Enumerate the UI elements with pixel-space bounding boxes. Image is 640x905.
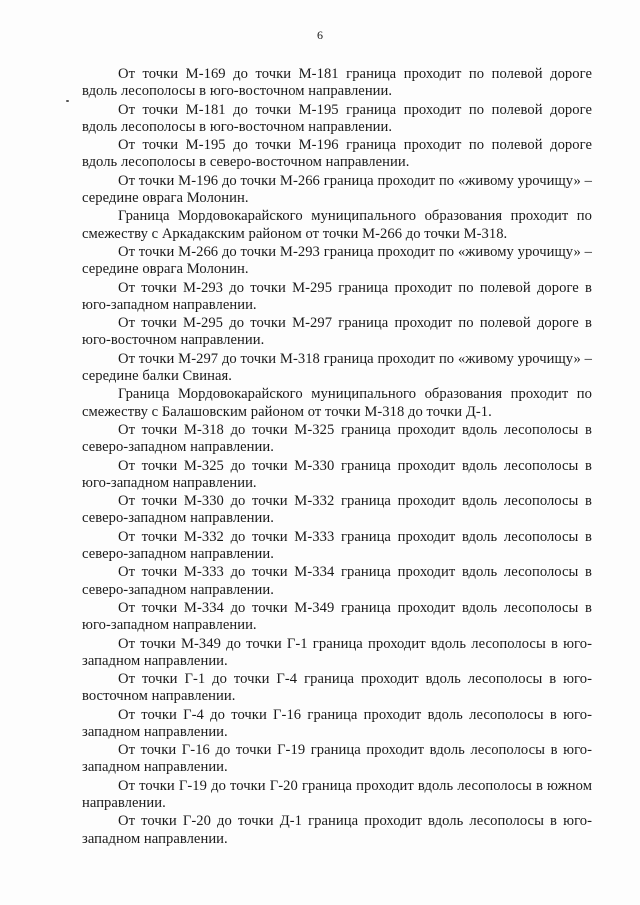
document-body — [82, 66, 592, 849]
scan-speck — [66, 100, 69, 102]
paragraph: Граница Мордовокарайского муниципального образования проходит по смежеству с Аркадакским районом от точки М-266 до точки М-318. — [82, 208, 592, 242]
paragraph: От точки Г-1 до точки Г-4 граница проходит вдоль лесополосы в юго-восточном направлении. — [82, 671, 592, 705]
paragraph: От точки М-295 до точки М-297 граница проходит по полевой дороге в юго-восточном направлении. — [82, 315, 592, 349]
paragraph: От точки М-297 до точки М-318 граница проходит по «живому урочищу» – середине балки Свиная. — [82, 350, 592, 384]
paragraph: От точки М-330 до точки М-332 граница проходит вдоль лесополосы в северо-западном направлении. — [82, 493, 592, 527]
page-number: 6 — [317, 28, 323, 42]
paragraph: От точки М-195 до точки М-196 граница проходит по полевой дороге вдоль лесополосы в северо-восточном направлении. — [82, 137, 592, 171]
paragraph: От точки М-196 до точки М-266 граница проходит по «живому урочищу» – середине оврага Молонин. — [82, 172, 592, 206]
paragraph: От точки М-333 до точки М-334 граница проходит вдоль лесополосы в северо-западном направлении. — [82, 564, 592, 598]
paragraph: От точки М-266 до точки М-293 граница проходит по «живому урочищу» – середине оврага Молонин. — [82, 243, 592, 278]
paragraph: От точки М-334 до точки М-349 граница проходит вдоль лесополосы в юго-западном направлении. — [82, 599, 592, 634]
paragraph: От точки Г-20 до точки Д-1 граница проходит вдоль лесополосы в юго-западном направлении. — [82, 813, 592, 847]
paragraph: От точки М-318 до точки М-325 граница проходит вдоль лесополосы в северо-западном направлении. — [82, 421, 592, 456]
paragraph: От точки М-181 до точки М-195 граница проходит по полевой дороге вдоль лесополосы в юго-восточном направлении. — [82, 101, 592, 135]
paragraph: От точки М-325 до точки М-330 граница проходит вдоль лесополосы в юго-западном направлении. — [82, 457, 592, 491]
paragraph: Граница Мордовокарайского муниципального образования проходит по смежеству с Балашовским районом от точки М-318 до точки Д-1. — [82, 386, 592, 420]
paragraph: От точки М-349 до точки Г-1 граница проходит вдоль лесополосы в юго-западном направлении. — [82, 635, 592, 669]
paragraph: От точки Г-19 до точки Г-20 граница проходит вдоль лесополосы в южном направлении. — [82, 777, 592, 812]
paragraph: От точки Г-16 до точки Г-19 граница проходит вдоль лесополосы в юго-западном направлении. — [82, 742, 592, 776]
paragraph: От точки М-293 до точки М-295 граница проходит по полевой дороге в юго-западном направлении. — [82, 279, 592, 313]
paragraph: От точки Г-4 до точки Г-16 граница проходит вдоль лесополосы в юго-западном направлении. — [82, 706, 592, 740]
paragraph: От точки М-169 до точки М-181 граница проходит по полевой дороге вдоль лесополосы в юго-восточном направлении. — [82, 66, 592, 100]
paragraph: От точки М-332 до точки М-333 граница проходит вдоль лесополосы в северо-западном направлении. — [82, 528, 592, 562]
